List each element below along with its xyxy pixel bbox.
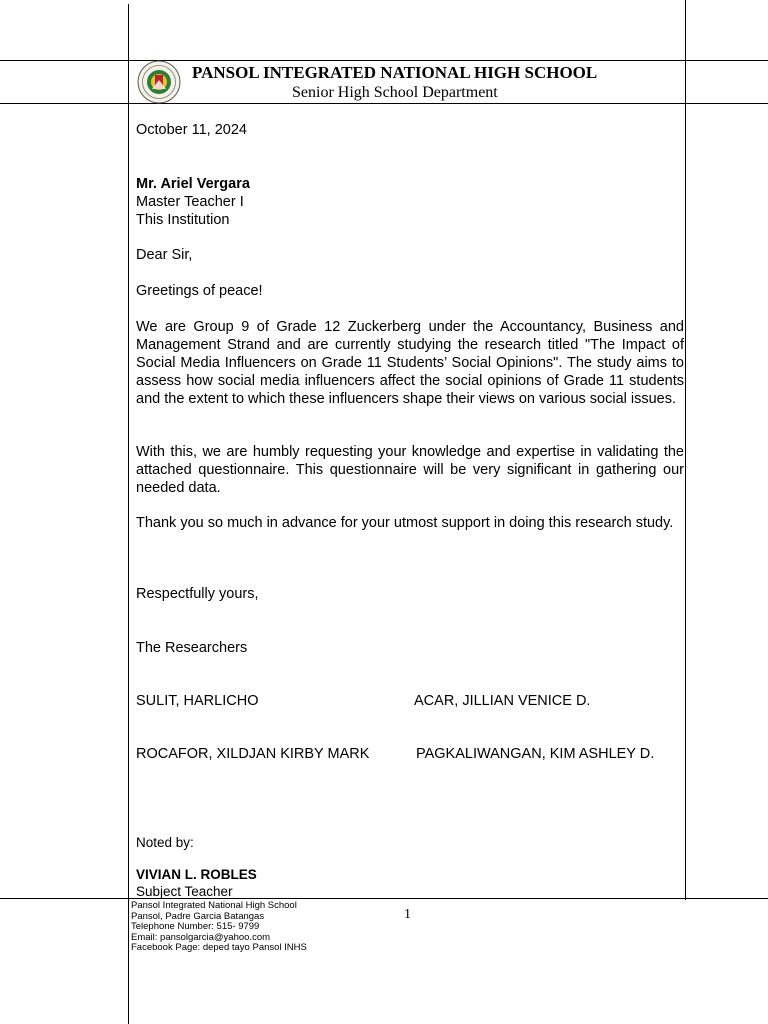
body-paragraph-1: We are Group 9 of Grade 12 Zuckerberg under the Accountancy, Business and Management Strand and are currently studying the research titled "The Impact of Social Media Influencers on Grade 11 Students’ Social Opinions". The study aims to assess how social media influencers affect the social opinions of Grade 11 students and the extent to which these influencers shape their views on various social issues. bbox=[136, 319, 684, 407]
body-paragraph-2: With this, we are humbly requesting your knowledge and expertise in validating the attached questionnaire. This questionnaire will be very significant in gathering our needed data. bbox=[136, 444, 684, 496]
footer-line: Email: pansolgarcia@yahoo.com bbox=[131, 931, 271, 943]
school-seal-icon bbox=[137, 60, 181, 104]
footer-line: Telephone Number: 515- 9799 bbox=[131, 921, 260, 933]
header-top-line bbox=[0, 60, 768, 61]
body-paragraph-3: Thank you so much in advance for your utmost support in doing this research study. bbox=[136, 515, 674, 531]
footer-contact bbox=[131, 901, 307, 954]
header-bottom-line bbox=[0, 103, 768, 104]
signatory-group: The Researchers bbox=[136, 640, 248, 656]
left-border-line bbox=[128, 4, 129, 1024]
noted-by-label: Noted by: bbox=[136, 835, 194, 850]
researcher-name: SULIT, HARLICHO bbox=[136, 693, 259, 709]
researcher-name: ROCAFOR, XILDJAN KIRBY MARK bbox=[136, 746, 370, 762]
school-name: PANSOL INTEGRATED NATIONAL HIGH SCHOOL bbox=[192, 63, 598, 82]
researcher-name: ACAR, JILLIAN VENICE D. bbox=[414, 693, 591, 709]
noted-by-name: VIVIAN L. ROBLES bbox=[136, 867, 257, 882]
salutation: Dear Sir, bbox=[136, 247, 193, 263]
department-name: Senior High School Department bbox=[292, 84, 498, 101]
noted-by-title: Subject Teacher bbox=[136, 884, 233, 899]
researcher-name: PAGKALIWANGAN, KIM ASHLEY D. bbox=[416, 746, 655, 762]
recipient-org: This Institution bbox=[136, 212, 230, 228]
right-border-line bbox=[685, 0, 686, 900]
footer-line: Facebook Page: deped tayo Pansol INHS bbox=[131, 942, 307, 954]
page-number: 1 bbox=[404, 907, 411, 922]
footer-line: Pansol, Padre Garcia Batangas bbox=[131, 910, 265, 922]
closing: Respectfully yours, bbox=[136, 586, 259, 602]
recipient-name: Mr. Ariel Vergara bbox=[136, 176, 250, 192]
footer-top-line bbox=[0, 898, 768, 899]
footer-line: Pansol Integrated National High School bbox=[131, 900, 297, 911]
letter-date: October 11, 2024 bbox=[136, 122, 247, 138]
greeting: Greetings of peace! bbox=[136, 283, 263, 299]
recipient-title: Master Teacher I bbox=[136, 194, 244, 210]
